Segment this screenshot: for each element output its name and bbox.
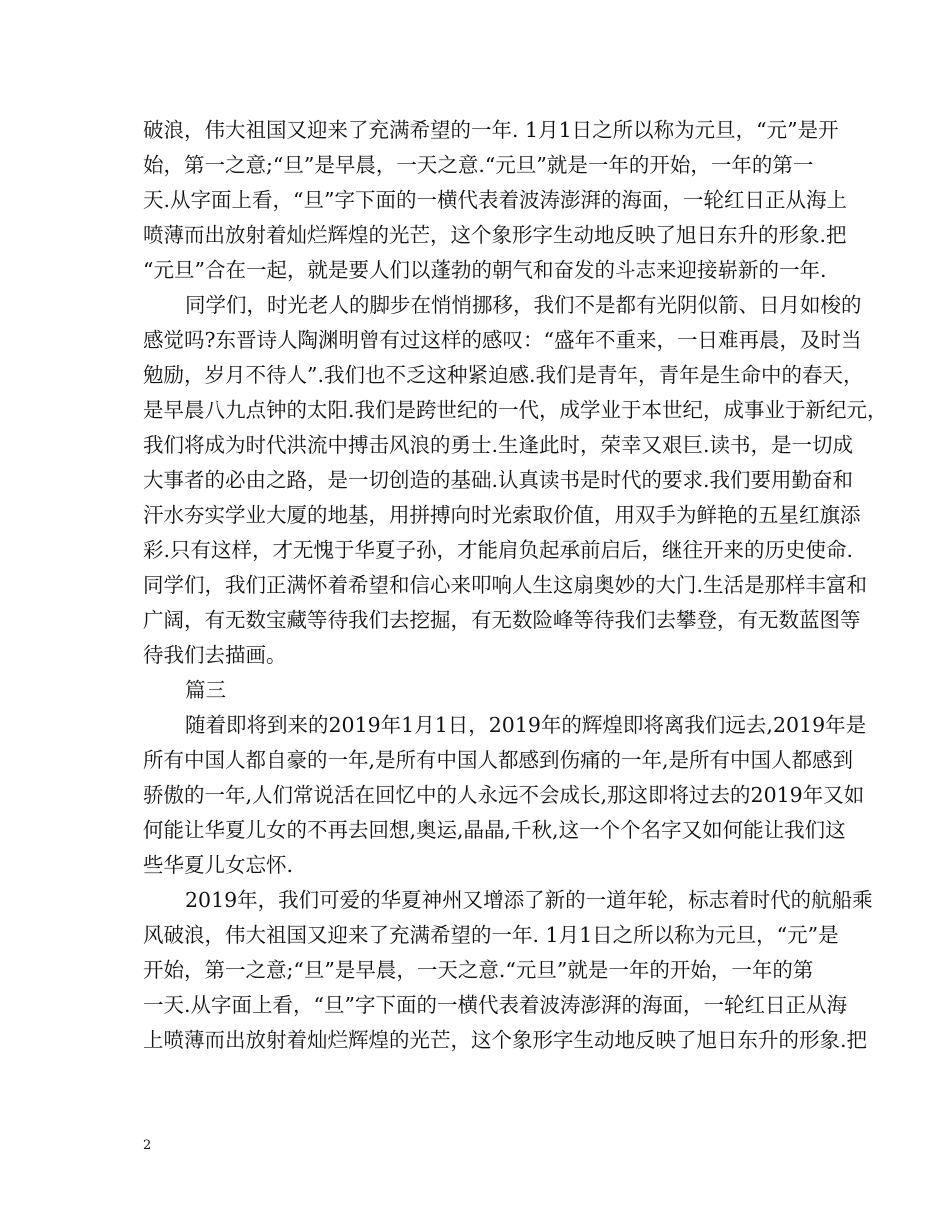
section-heading: 篇三 <box>185 678 226 702</box>
text-line: 是早晨八九点钟的太阳.我们是跨世纪的一代，成学业于本世纪，成事业于新纪元， <box>143 398 888 422</box>
text-line: 破浪，伟大祖国又迎来了充满希望的一年. 1月1日之所以称为元旦，“元”是开 <box>143 118 839 142</box>
text-line: 天.从字面上看，“旦”字下面的一横代表着波涛澎湃的海面，一轮红日正从海上 <box>143 188 847 212</box>
text-line: 我们将成为时代洪流中搏击风浪的勇士.生逢此时，荣幸又艰巨.读书，是一切成 <box>143 433 854 457</box>
text-line: 骄傲的一年,人们常说活在回忆中的人永远不会成长,那这即将过去的2019年又如 <box>143 783 865 807</box>
text-line: 所有中国人都自豪的一年,是所有中国人都感到伤痛的一年,是所有中国人都感到 <box>143 748 854 772</box>
text-line: 喷薄而出放射着灿烂辉煌的光芒，这个象形字生动地反映了旭日东升的形象.把 <box>143 223 847 247</box>
text-line: 上喷薄而出放射着灿烂辉煌的光芒，这个象形字生动地反映了旭日东升的形象.把 <box>143 1028 868 1052</box>
text-line: 待我们去描画。 <box>143 643 287 667</box>
text-line: 感觉吗?东晋诗人陶渊明曾有过这样的感叹：“盛年不重来，一日难再晨，及时当 <box>143 328 862 352</box>
text-line: 汗水夯实学业大厦的地基，用拼搏向时光索取价值，用双手为鲜艳的五星红旗添 <box>143 503 861 527</box>
text-line: 风破浪，伟大祖国又迎来了充满希望的一年. 1月1日之所以称为元旦，“元”是 <box>143 923 839 947</box>
text-line: 一天.从字面上看，“旦”字下面的一横代表着波涛澎湃的海面，一轮红日正从海 <box>143 993 847 1017</box>
text-line: 同学们，我们正满怀着希望和信心来叩响人生这扇奥妙的大门.生活是那样丰富和 <box>143 573 868 597</box>
text-line: “元旦”合在一起，就是要人们以蓬勃的朝气和奋发的斗志来迎接崭新的一年. <box>143 258 827 282</box>
text-line: 何能让华夏儿女的不再去回想,奥运,晶晶,千秋,这一个个名字又如何能让我们这 <box>143 818 846 842</box>
page-number: 2 <box>143 1138 152 1153</box>
paragraph-start-line: 随着即将到来的2019年1月1日，2019年的辉煌即将离我们远去,2019年是 <box>185 713 867 737</box>
text-line: 开始，第一之意;“旦”是早晨，一天之意.“元旦”就是一年的开始，一年的第 <box>143 958 814 982</box>
text-line: 勉励，岁月不待人”.我们也不乏这种紧迫感.我们是青年，青年是生命中的春天， <box>143 363 864 387</box>
text-line: 些华夏儿女忘怀. <box>143 853 294 877</box>
text-line: 始，第一之意;“旦”是早晨，一天之意.“元旦”就是一年的开始，一年的第一 <box>143 153 814 177</box>
text-line: 大事者的必由之路，是一切创造的基础.认真读书是时代的要求.我们要用勤奋和 <box>143 468 854 492</box>
paragraph-start-line: 2019年，我们可爱的华夏神州又增添了新的一道年轮，标志着时代的航船乘 <box>185 888 873 912</box>
text-line: 彩.只有这样，才无愧于华夏子孙，才能肩负起承前启后，继往开来的历史使命. <box>143 538 854 562</box>
text-line: 广阔，有无数宝藏等待我们去挖掘，有无数险峰等待我们去攀登，有无数蓝图等 <box>143 608 861 632</box>
paragraph-start-line: 同学们，时光老人的脚步在悄悄挪移，我们不是都有光阴似箭、日月如梭的 <box>185 293 862 317</box>
